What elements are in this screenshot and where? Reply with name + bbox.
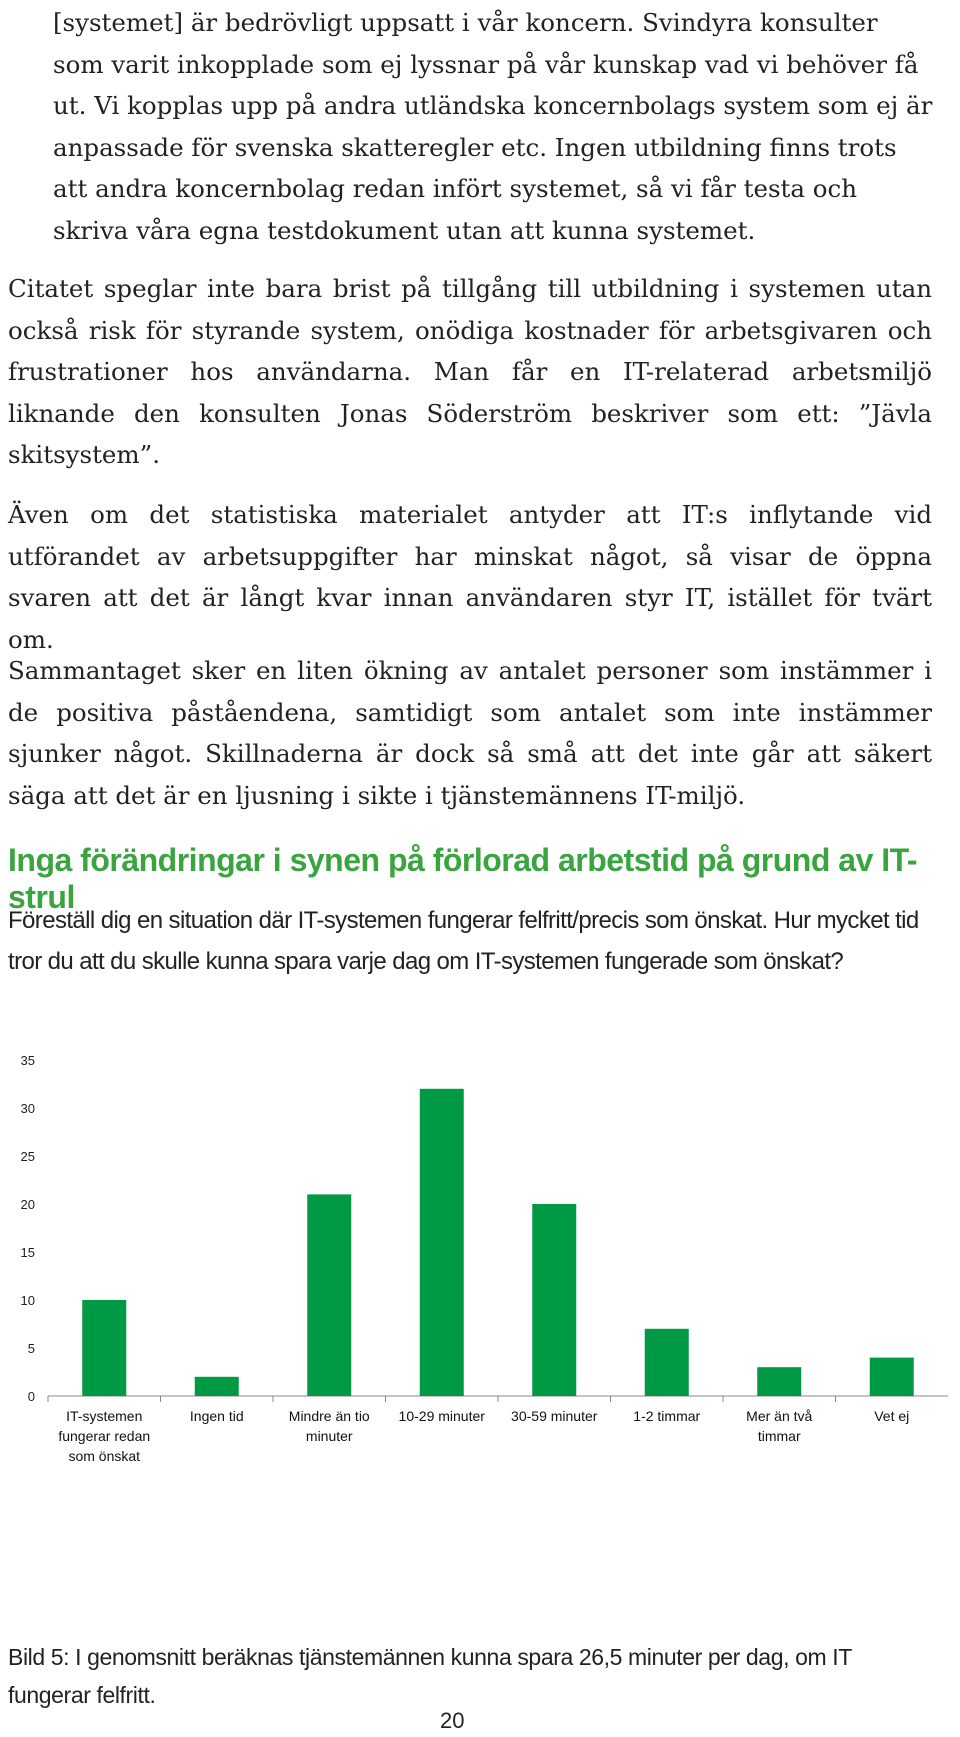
x-tick-label: Ingen tid [189, 1408, 244, 1424]
bar [757, 1367, 801, 1396]
x-tick-label: IT-systemen fungerar redan som önskat [58, 1408, 151, 1464]
bar [532, 1204, 576, 1396]
x-tick-label: 30-59 minuter [511, 1408, 598, 1424]
x-tick-label: 1-2 timmar [633, 1408, 701, 1424]
y-tick-label: 15 [20, 1245, 35, 1260]
page-number: 20 [440, 1708, 465, 1733]
body-paragraph: Sammantaget sker en liten ökning av antalet personer som instämmer i de positiva påståendena, samtidigt som antalet som inte instämmer sjunker något. Skillnaderna är dock så små att det inte går att säkert säga att det är en ljusning i sikte i tjänstemännens IT-miljö. [8, 656, 932, 810]
bar [195, 1377, 239, 1396]
bar-chart [0, 1040, 960, 1580]
survey-question: Föreställ dig en situation där IT-systemen fungerar felfritt/precis som önskat. Hur mycket tid tror du att du skulle kunna spara varje dag om IT-systemen fungerade som önskat? [8, 907, 919, 975]
y-tick-label: 20 [20, 1197, 35, 1212]
y-tick-label: 25 [20, 1149, 35, 1164]
body-paragraph: Citatet speglar inte bara brist på tillgång till utbildning i systemen utan också risk för styrande system, onödiga kostnader för arbetsgivaren och frustrationer hos användarna. Man får en IT-relaterad arbetsmiljö liknande den konsulten Jonas Söderström beskriver som ett: ”Jävla skitsystem”. [8, 274, 932, 469]
x-tick-label: 10-29 minuter [398, 1408, 485, 1424]
bar [307, 1194, 351, 1396]
y-tick-label: 10 [20, 1293, 35, 1308]
y-tick-label: 0 [27, 1389, 35, 1404]
body-paragraph: Även om det statistiska materialet antyder att IT:s inflytande vid utförandet av arbetsuppgifter har minskat något, så visar de öppna svaren att det är långt kvar innan användaren styr IT, istället för tvärt om. [8, 500, 932, 654]
y-tick-label: 35 [20, 1053, 35, 1068]
bar [870, 1358, 914, 1396]
y-tick-label: 5 [27, 1341, 35, 1356]
figure-caption: Bild 5: I genomsnitt beräknas tjänstemännen kunna spara 26,5 minuter per dag, om IT fungerar felfritt. [8, 1644, 852, 1708]
section-heading: Inga förändringar i synen på förlorad arbetstid på grund av IT-strul [8, 842, 918, 915]
x-tick-label: Mer än två timmar [746, 1408, 813, 1444]
chart-plot-area [0, 1040, 960, 1420]
bar [645, 1329, 689, 1396]
x-tick-label: Vet ej [874, 1408, 910, 1424]
bar [420, 1089, 464, 1396]
x-tick-label: Mindre än tio minuter [288, 1408, 370, 1444]
quote-text: [systemet] är bedrövligt uppsatt i vår koncern. Svindyra konsulter som varit inkopplade som ej lyssnar på vår kunskap vad vi behöver få ut. Vi kopplas upp på andra utländska koncernbolags system som ej är anpassade för svenska skatteregler etc. Ingen utbildning finns trots att andra koncernbolag redan infört systemet, så vi får testa och skriva våra egna testdokument utan att kunna systemet. [53, 8, 933, 245]
y-tick-label: 30 [20, 1101, 35, 1116]
bar [82, 1300, 126, 1396]
